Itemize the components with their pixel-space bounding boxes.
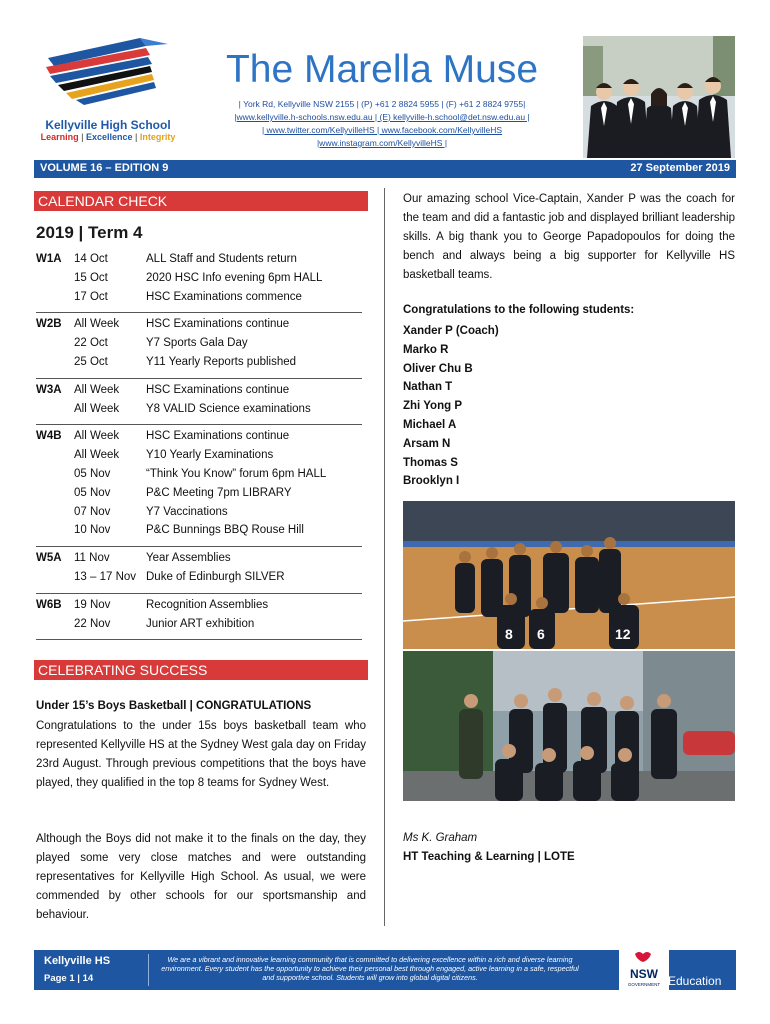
calendar-row: 13 – 17 Nov Duke of Edinburgh SILVER	[74, 570, 285, 583]
list-item: Oliver Chu B	[403, 362, 473, 375]
list-item: Xander P (Coach)	[403, 325, 499, 337]
jersey-number: 12	[615, 626, 631, 642]
success-heading: CELEBRATING SUCCESS	[34, 660, 368, 680]
jersey-number: 8	[505, 626, 513, 642]
list-item: Zhi Yong P	[403, 400, 462, 413]
term-title: 2019 | Term 4	[36, 223, 143, 242]
calendar-row: 25 Oct Y11 Yearly Reports published	[74, 355, 297, 368]
calendar-row: 05 Nov P&C Meeting 7pm LIBRARY	[74, 486, 292, 499]
calendar-row: W5A 11 Nov Year Assemblies	[36, 552, 231, 565]
list-item: Michael A	[403, 418, 457, 431]
footer-statement: We are a vibrant and innovative learning community that is committed to delivering excellence within a rich and diverse learning environment. Every student has the opportunity to achieve their personal best through engaged, active learning in a safe, respectful and supportive school. Students will grow into global digital citizens.	[161, 955, 579, 982]
article-paragraph: Although the Boys did not make it to the finals on the day, they played some very close matches and were outstanding representatives for Kellyville High School. As usual, we were commended by other schools for our sportsmanship and behaviour.	[36, 833, 366, 921]
calendar-row: 15 Oct 2020 HSC Info evening 6pm HALL	[74, 271, 323, 284]
jersey-number: 6	[537, 626, 545, 642]
list-item: Arsam N	[403, 437, 451, 450]
newsletter-title: The Marella Muse	[225, 48, 539, 91]
list-item: Nathan T	[403, 381, 453, 394]
calendar-row: W1A 14 Oct ALL Staff and Students return	[36, 253, 297, 265]
divider	[36, 639, 362, 640]
edition-bar	[34, 160, 736, 178]
calendar-row: 05 Nov “Think You Know” forum 6pm HALL	[74, 467, 327, 480]
svg-text:GOVERNMENT: GOVERNMENT	[627, 982, 661, 987]
footer	[34, 950, 736, 990]
calendar-row: 07 Nov Y7 Vaccinations	[74, 505, 228, 518]
divider	[36, 546, 362, 547]
calendar-row: 22 Oct Y7 Sports Gala Day	[74, 337, 248, 350]
signoff-name: Ms K. Graham	[403, 832, 478, 844]
svg-text:NSW: NSW	[630, 967, 658, 981]
calendar-row: All Week Y10 Yearly Examinations	[74, 449, 274, 462]
list-item: Marko R	[403, 343, 449, 356]
article-paragraph: Congratulations to the under 15s boys basketball team who represented Kellyville HS at the Sydney West gala day on Friday 23rd August. Through previous competitions that the boys have played, they qualified in the top 8 teams for Sydney West.	[36, 720, 366, 789]
calendar-row: 17 Oct HSC Examinations commence	[74, 290, 302, 303]
calendar-row: 22 Nov Junior ART exhibition	[74, 617, 255, 630]
list-item: Thomas S	[403, 456, 458, 469]
page-number: Page 1 | 14	[44, 973, 94, 984]
article-paragraph: Our amazing school Vice-Captain, Xander P was the coach for the team and did a fantastic job and displayed brilliant leadership skills. A big thank you to George Papadopoulos for doing the bench and always being a big supporter for Kellyville HS basketball teams.	[403, 193, 735, 281]
divider	[148, 954, 149, 986]
divider	[36, 593, 362, 594]
school-motto: Learning | Excellence | Integrity	[40, 132, 176, 142]
calendar-heading: CALENDAR CHECK	[34, 191, 368, 211]
congrats-heading: Congratulations to the following students:	[403, 304, 635, 316]
footer-school: Kellyville HS	[44, 955, 111, 967]
list-item: Brooklyn I	[403, 475, 460, 488]
issue-date: 27 September 2019	[630, 162, 730, 174]
school-captains-photo	[583, 36, 735, 158]
calendar-row: All Week Y8 VALID Science examinations	[74, 402, 311, 415]
student-list	[403, 322, 499, 491]
nsw-government-logo	[619, 950, 669, 990]
column-divider	[384, 188, 385, 926]
calendar-list	[36, 253, 366, 645]
volume-label: VOLUME 16 – EDITION 9	[40, 162, 169, 174]
calendar-row: W4B All Week HSC Examinations continue	[36, 430, 290, 443]
divider	[36, 378, 362, 379]
contact-details: | York Rd, Kellyville NSW 2155 | (P) +61 2 8824 5955 | (F) +61 2 8824 9755| |www.kellyville.h-schools.nsw.edu.au | (E) kellyville-h.school@det.nsw.edu.au | | www.twitter.com/KellyvilleHS | www.facebook.com/KellyvilleHS |www.instagram.com/KellyvilleHS |	[234, 99, 530, 148]
calendar-row: 10 Nov P&C Bunnings BBQ Rouse Hill	[74, 524, 304, 537]
article-title: Under 15’s Boys Basketball | CONGRATULATIONS	[36, 700, 312, 712]
school-logo	[40, 36, 178, 106]
calendar-row: W2B All Week HSC Examinations continue	[36, 318, 290, 331]
signoff-role: HT Teaching & Learning | LOTE	[403, 851, 575, 863]
basketball-team-group-photo	[403, 651, 735, 801]
calendar-row: W3A All Week HSC Examinations continue	[36, 383, 290, 396]
divider	[36, 312, 362, 313]
school-name: Kellyville High School	[45, 118, 171, 132]
education-label: Education	[668, 974, 722, 988]
divider	[36, 424, 362, 425]
calendar-row: W6B 19 Nov Recognition Assemblies	[36, 598, 269, 611]
basketball-team-huddle-photo	[403, 501, 735, 649]
